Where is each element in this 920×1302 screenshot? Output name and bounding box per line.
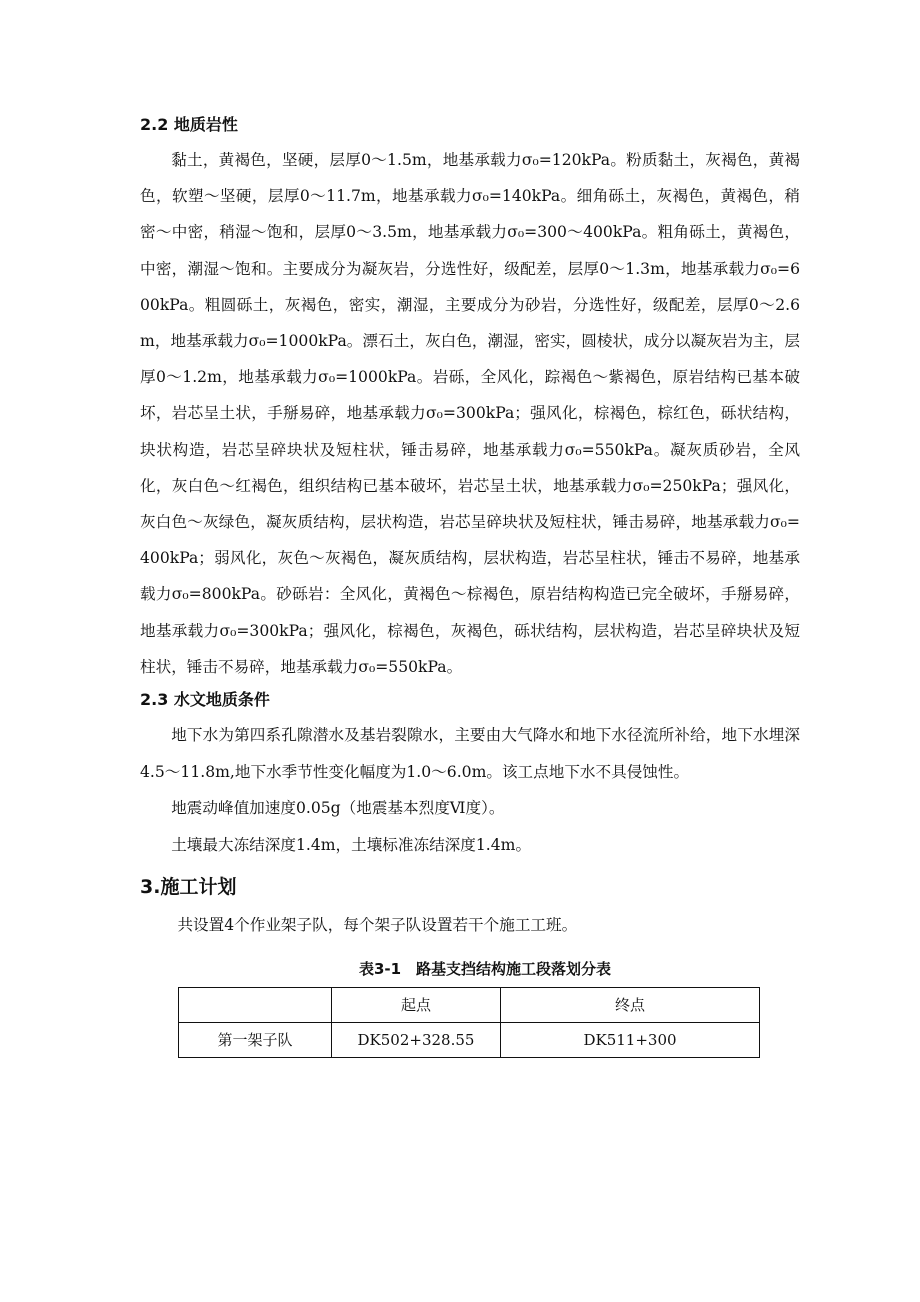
geology-paragraph: 黏土，黄褐色，坚硬，层厚0～1.5m，地基承载力σ₀=120kPa。粉质黏土，灰褐色，黄褐色，软塑～坚硬，层厚0～11.7m，地基承载力σ₀=140kPa。细角砾土，灰褐色，黄褐色，稍密～中密，稍湿～饱和，层厚0～3.5m，地基承载力σ₀=300～400kPa。粗角砾土，黄褐色，中密，潮湿～饱和。主要成分为凝灰岩，分选性好，级配差，层厚0～1.3m，地基承载力σ₀=600kPa。粗圆砾土，灰褐色，密实，潮湿，主要成分为砂岩，分选性好，级配差，层厚0～2.6m，地基承载力σ₀=1000kPa。漂石土，灰白色，潮湿，密实，圆棱状，成分以凝灰岩为主，层厚0～1.2m，地基承载力σ₀=1000kPa。岩砾，全风化，踪褐色～紫褐色，原岩结构已基本破坏，岩芯呈土状，手掰易碎，地基承载力σ₀=300kPa；强风化，棕褐色，棕红色，砾状结构，块状构造，岩芯呈碎块状及短柱状，锤击易碎，地基承载力σ₀=550kPa。凝灰质砂岩，全风化，灰白色～红褐色，组织结构已基本破坏，岩芯呈土状，地基承载力σ₀=250kPa；强风化，灰白色～灰绿色，凝灰质结构，层状构造，岩芯呈碎块状及短柱状，锤击易碎，地基承载力σ₀=400kPa；弱风化，灰色～灰褐色，凝灰质结构，层状构造，岩芯呈柱状，锤击不易碎，地基承载力σ₀=800kPa。砂砾岩：全风化，黄褐色～棕褐色，原岩结构构造已完全破坏，手掰易碎，地基承载力σ₀=300kPa；强风化，棕褐色，灰褐色，砾状结构，层状构造，岩芯呈碎块状及短柱状，锤击不易碎，地基承载力σ₀=550kPa。 — [140, 151, 800, 676]
table-header-row — [179, 987, 760, 1022]
construction-section-table — [178, 987, 760, 1058]
seismic-paragraph: 地震动峰值加速度0.05g（地震基本烈度Ⅵ度）。 — [171, 799, 505, 818]
table-header-cell — [179, 987, 332, 1022]
section-heading-hydrogeology: 2.3 水文地质条件 — [140, 690, 270, 710]
hydrogeology-paragraph: 地下水为第四系孔隙潜水及基岩裂隙水，主要由大气降水和地下水径流所补给，地下水埋深4.5～11.8m,地下水季节性变化幅度为1.0～6.0m。该工点地下水不具侵蚀性。 — [140, 726, 800, 781]
table-cell: DK502+328.55 — [332, 1022, 501, 1057]
table-cell: 第一架子队 — [179, 1022, 332, 1057]
document-page — [140, 112, 800, 1058]
construction-plan-intro: 共设置4个作业架子队，每个架子队设置若干个施工工班。 — [177, 916, 578, 935]
table-header-cell: 终点 — [501, 987, 760, 1022]
section-heading-geology: 2.2 地质岩性 — [140, 115, 238, 134]
table-row — [179, 1022, 760, 1057]
table-cell: DK511+300 — [501, 1022, 760, 1057]
frost-depth-paragraph: 土壤最大冻结深度1.4m，土壤标准冻结深度1.4m。 — [171, 835, 532, 854]
section-heading-construction-plan: 3.施工计划 — [140, 876, 237, 899]
table-caption: 表3-1 路基支挡结构施工段落划分表 — [358, 959, 612, 978]
table-header-cell: 起点 — [332, 987, 501, 1022]
